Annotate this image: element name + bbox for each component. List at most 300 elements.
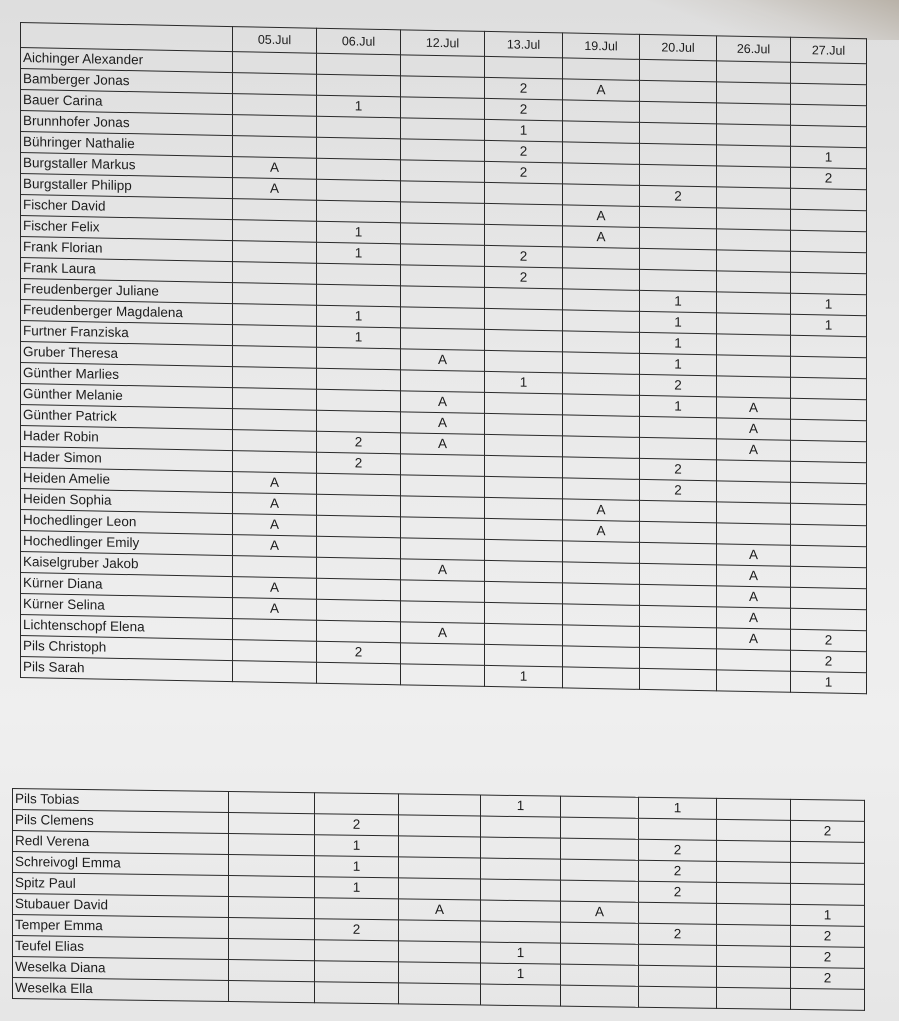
person-name: Heiden Sophia [21, 489, 233, 514]
schedule-cell [481, 921, 561, 943]
schedule-cell: 1 [640, 290, 717, 312]
schedule-cell [791, 841, 865, 863]
schedule-cell [640, 626, 717, 648]
schedule-cell [791, 988, 865, 1010]
person-name: Bühringer Nathalie [21, 132, 233, 157]
schedule-cell [791, 545, 867, 567]
schedule-cell [563, 142, 640, 164]
schedule-cell: A [401, 433, 485, 456]
schedule-cell [317, 620, 401, 643]
schedule-cell [317, 515, 401, 538]
schedule-cell [791, 62, 867, 84]
schedule-cell [317, 200, 401, 223]
schedule-cell [717, 966, 791, 988]
schedule-cell: A [717, 586, 791, 608]
schedule-cell: 1 [317, 326, 401, 349]
schedule-cell [399, 815, 481, 837]
schedule-cell [233, 304, 317, 327]
schedule-cell [485, 539, 563, 561]
date-header: 06.Jul [317, 28, 401, 55]
schedule-cell: 1 [640, 353, 717, 375]
schedule-cell [791, 566, 867, 588]
schedule-cell [717, 861, 791, 883]
schedule-cell: 2 [640, 479, 717, 501]
person-name: Heiden Amelie [21, 468, 233, 493]
person-name: Hochedlinger Emily [21, 531, 233, 556]
schedule-cell [399, 920, 481, 942]
schedule-cell: 1 [317, 221, 401, 244]
schedule-cell: 2 [640, 374, 717, 396]
schedule-cell [717, 502, 791, 524]
person-name: Frank Laura [21, 258, 233, 283]
schedule-cell [791, 125, 867, 147]
schedule-cell [640, 143, 717, 165]
schedule-cell [791, 440, 867, 462]
schedule-cell [717, 187, 791, 209]
schedule-cell [717, 798, 791, 820]
schedule-cell [485, 623, 563, 645]
person-name: Stubauer David [13, 894, 229, 918]
schedule-cell [233, 262, 317, 285]
schedule-cell: 2 [317, 452, 401, 475]
schedule-cell [401, 328, 485, 351]
person-name: Kürner Diana [21, 573, 233, 598]
schedule-cell [317, 557, 401, 580]
schedule-cell [401, 265, 485, 288]
schedule-cell [401, 202, 485, 225]
schedule-cell [563, 646, 640, 668]
person-name: Weselka Diana [13, 957, 229, 981]
schedule-cell [401, 370, 485, 393]
schedule-cell [401, 517, 485, 540]
schedule-cell [233, 52, 317, 75]
schedule-cell [791, 419, 867, 441]
schedule-cell [791, 503, 867, 525]
schedule-cell [791, 862, 865, 884]
schedule-cell [717, 208, 791, 230]
schedule-cell [229, 855, 315, 877]
schedule-cell [401, 223, 485, 246]
schedule-cell: 2 [315, 814, 399, 836]
schedule-cell [563, 478, 640, 500]
schedule-cell [717, 61, 791, 83]
schedule-cell: A [401, 412, 485, 435]
schedule-cell [317, 74, 401, 97]
schedule-cell [717, 903, 791, 925]
schedule-cell [563, 247, 640, 269]
schedule-cell: A [233, 577, 317, 600]
schedule-cell [791, 524, 867, 546]
schedule-cell [717, 649, 791, 671]
schedule-cell [317, 347, 401, 370]
schedule-cell: A [233, 514, 317, 537]
schedule-cell [229, 792, 315, 814]
schedule-cell [485, 434, 563, 456]
person-name: Pils Clemens [13, 810, 229, 834]
schedule-cell [561, 880, 639, 902]
schedule-cell: A [233, 535, 317, 558]
schedule-cell: 2 [791, 820, 865, 842]
schedule-cell: 1 [317, 242, 401, 265]
schedule-cell [791, 461, 867, 483]
schedule-cell [561, 796, 639, 818]
schedule-cell [563, 583, 640, 605]
schedule-cell [640, 437, 717, 459]
schedule-cell [399, 878, 481, 900]
schedule-cell [640, 668, 717, 690]
schedule-cell [563, 184, 640, 206]
schedule-cell [639, 944, 717, 966]
schedule-cell [233, 367, 317, 390]
schedule-cell: 1 [485, 665, 563, 687]
schedule-cell [233, 73, 317, 96]
schedule-cell [229, 918, 315, 940]
schedule-cell: 2 [639, 860, 717, 882]
schedule-cell: 2 [485, 245, 563, 267]
schedule-cell: 2 [485, 77, 563, 99]
schedule-cell [485, 56, 563, 78]
schedule-cell [717, 882, 791, 904]
schedule-cell [639, 902, 717, 924]
schedule-cell [485, 329, 563, 351]
schedule-cell [563, 625, 640, 647]
schedule-cell [401, 601, 485, 624]
schedule-cell [399, 962, 481, 984]
schedule-cell [229, 939, 315, 961]
schedule-cell [561, 838, 639, 860]
schedule-cell [485, 224, 563, 246]
schedule-cell [315, 898, 399, 920]
schedule-cell [399, 836, 481, 858]
schedule-cell: 2 [485, 266, 563, 288]
schedule-cell [401, 454, 485, 477]
date-header: 12.Jul [401, 30, 485, 57]
schedule-cell [563, 436, 640, 458]
schedule-cell [401, 496, 485, 519]
schedule-cell [563, 310, 640, 332]
schedule-cell [791, 83, 867, 105]
schedule-cell [561, 859, 639, 881]
schedule-cell: A [563, 520, 640, 542]
schedule-cell [717, 460, 791, 482]
schedule-cell: 2 [791, 650, 867, 672]
person-name: Hader Simon [21, 447, 233, 472]
schedule-cell [563, 289, 640, 311]
schedule-cell: 2 [485, 161, 563, 183]
schedule-cell [317, 158, 401, 181]
schedule-cell [485, 455, 563, 477]
schedule-cell: 1 [315, 835, 399, 857]
schedule-cell [317, 284, 401, 307]
schedule-cell [640, 227, 717, 249]
person-name: Freudenberger Juliane [21, 279, 233, 304]
schedule-cell [229, 897, 315, 919]
schedule-cell [639, 818, 717, 840]
schedule-cell [640, 584, 717, 606]
schedule-cell [791, 335, 867, 357]
schedule-cell [640, 605, 717, 627]
schedule-cell: A [717, 565, 791, 587]
schedule-cell [481, 858, 561, 880]
schedule-cell: A [563, 79, 640, 101]
schedule-cell [791, 799, 865, 821]
schedule-cell [401, 538, 485, 561]
schedule-cell [315, 982, 399, 1004]
schedule-cell: 2 [640, 458, 717, 480]
schedule-cell [640, 206, 717, 228]
schedule-cell [563, 268, 640, 290]
schedule-cell [640, 563, 717, 585]
schedule-cell [481, 984, 561, 1006]
person-name: Günther Patrick [21, 405, 233, 430]
schedule-cell [485, 644, 563, 666]
schedule-cell [401, 307, 485, 330]
schedule-cell [315, 940, 399, 962]
person-name: Günther Marlies [21, 363, 233, 388]
schedule-cell [717, 292, 791, 314]
schedule-cell [563, 331, 640, 353]
schedule-cell: 1 [481, 963, 561, 985]
person-name: Pils Christoph [21, 636, 233, 661]
schedule-cell [317, 179, 401, 202]
schedule-cell [563, 541, 640, 563]
schedule-cell: 2 [791, 967, 865, 989]
schedule-cell [399, 794, 481, 816]
schedule-cell [317, 389, 401, 412]
schedule-cell [561, 922, 639, 944]
schedule-cell: 1 [315, 856, 399, 878]
person-name: Kaiselgruber Jakob [21, 552, 233, 577]
schedule-cell [640, 416, 717, 438]
schedule-cell [717, 166, 791, 188]
schedule-cell [485, 560, 563, 582]
schedule-cell [233, 115, 317, 138]
schedule-cell [640, 647, 717, 669]
person-name: Bauer Carina [21, 90, 233, 115]
schedule-cell: 1 [791, 293, 867, 315]
schedule-table-bottom [12, 788, 865, 1011]
schedule-cell: 1 [791, 671, 867, 693]
schedule-cell [317, 536, 401, 559]
schedule-cell [481, 816, 561, 838]
schedule-cell: A [233, 178, 317, 201]
schedule-cell [717, 376, 791, 398]
schedule-cell [717, 145, 791, 167]
schedule-cell [640, 101, 717, 123]
schedule-cell [229, 834, 315, 856]
schedule-cell [717, 334, 791, 356]
schedule-cell [791, 356, 867, 378]
schedule-cell: A [563, 499, 640, 521]
schedule-cell [317, 116, 401, 139]
schedule-cell [791, 230, 867, 252]
schedule-cell: 2 [791, 925, 865, 947]
schedule-cell: 1 [481, 795, 561, 817]
schedule-cell [563, 562, 640, 584]
schedule-cell [640, 500, 717, 522]
schedule-cell [233, 325, 317, 348]
schedule-cell: 2 [317, 641, 401, 664]
schedule-cell [481, 900, 561, 922]
schedule-cell [317, 494, 401, 517]
schedule-cell [233, 640, 317, 663]
schedule-cell [563, 394, 640, 416]
schedule-cell [233, 430, 317, 453]
schedule-cell [639, 986, 717, 1008]
person-name: Temper Emma [13, 915, 229, 939]
schedule-cell: 1 [791, 146, 867, 168]
schedule-cell [640, 122, 717, 144]
schedule-cell [485, 497, 563, 519]
schedule-cell [640, 521, 717, 543]
schedule-cell [317, 410, 401, 433]
schedule-cell: A [233, 598, 317, 621]
schedule-cell [401, 139, 485, 162]
schedule-cell [717, 523, 791, 545]
schedule-cell [317, 473, 401, 496]
schedule-cell [317, 578, 401, 601]
person-name: Günther Melanie [21, 384, 233, 409]
schedule-cell: 2 [639, 923, 717, 945]
person-name: Weselka Ella [13, 978, 229, 1002]
schedule-cell [791, 608, 867, 630]
schedule-cell [315, 961, 399, 983]
schedule-cell [401, 76, 485, 99]
schedule-cell: 2 [791, 629, 867, 651]
schedule-cell [717, 987, 791, 1009]
schedule-cell: 1 [317, 305, 401, 328]
schedule-cell: 1 [639, 797, 717, 819]
schedule-cell [317, 137, 401, 160]
schedule-cell: 1 [315, 877, 399, 899]
schedule-cell [485, 287, 563, 309]
schedule-cell [717, 945, 791, 967]
schedule-cell [233, 619, 317, 642]
schedule-cell [563, 58, 640, 80]
person-name: Lichtenschopf Elena [21, 615, 233, 640]
schedule-cell [485, 518, 563, 540]
schedule-cell [791, 587, 867, 609]
schedule-cell [481, 837, 561, 859]
schedule-cell [717, 355, 791, 377]
schedule-cell [233, 409, 317, 432]
schedule-cell [317, 662, 401, 685]
person-name: Frank Florian [21, 237, 233, 262]
schedule-table-top [20, 22, 867, 694]
schedule-cell [401, 475, 485, 498]
schedule-cell [401, 97, 485, 120]
schedule-cell [233, 241, 317, 264]
schedule-cell [233, 388, 317, 411]
schedule-cell [791, 883, 865, 905]
schedule-cell [317, 53, 401, 76]
schedule-cell: A [717, 439, 791, 461]
schedule-cell [639, 965, 717, 987]
person-name: Fischer David [21, 195, 233, 220]
schedule-cell [563, 373, 640, 395]
schedule-cell [561, 964, 639, 986]
schedule-cell: 1 [640, 395, 717, 417]
schedule-cell [717, 840, 791, 862]
schedule-cell [399, 983, 481, 1005]
date-header: 27.Jul [791, 37, 867, 63]
person-name: Redl Verena [13, 831, 229, 855]
schedule-cell [315, 793, 399, 815]
person-name: Burgstaller Philipp [21, 174, 233, 199]
schedule-cell [561, 985, 639, 1007]
schedule-cell: A [717, 544, 791, 566]
date-header: 20.Jul [640, 34, 717, 60]
schedule-cell [563, 667, 640, 689]
schedule-cell: 2 [485, 98, 563, 120]
schedule-cell: 1 [640, 332, 717, 354]
schedule-cell [485, 308, 563, 330]
schedule-cell [229, 876, 315, 898]
schedule-cell [640, 59, 717, 81]
schedule-cell: 1 [485, 371, 563, 393]
schedule-cell: A [563, 226, 640, 248]
schedule-cell: 1 [791, 314, 867, 336]
schedule-cell [563, 163, 640, 185]
schedule-cell [233, 136, 317, 159]
schedule-cell: A [399, 899, 481, 921]
schedule-cell: 2 [639, 839, 717, 861]
person-name: Freudenberger Magdalena [21, 300, 233, 325]
schedule-cell [791, 398, 867, 420]
schedule-cell [233, 451, 317, 474]
schedule-cell [791, 209, 867, 231]
schedule-cell [401, 643, 485, 666]
schedule-cell [791, 251, 867, 273]
schedule-cell [229, 960, 315, 982]
person-name: Fischer Felix [21, 216, 233, 241]
date-header: 05.Jul [233, 27, 317, 54]
schedule-cell: A [401, 559, 485, 582]
schedule-cell [485, 602, 563, 624]
schedule-cell [485, 413, 563, 435]
schedule-cell: A [233, 472, 317, 495]
schedule-cell [563, 457, 640, 479]
schedule-cell [717, 481, 791, 503]
person-name: Spitz Paul [13, 873, 229, 897]
schedule-cell [717, 82, 791, 104]
schedule-cell [401, 580, 485, 603]
schedule-cell [401, 244, 485, 267]
schedule-cell [563, 352, 640, 374]
schedule-cell: 1 [485, 119, 563, 141]
schedule-cell: A [561, 901, 639, 923]
schedule-cell [485, 581, 563, 603]
schedule-cell [717, 250, 791, 272]
schedule-cell [640, 542, 717, 564]
schedule-cell [640, 269, 717, 291]
person-name: Schreivogl Emma [13, 852, 229, 876]
person-name: Brunnhofer Jonas [21, 111, 233, 136]
person-name: Gruber Theresa [21, 342, 233, 367]
schedule-cell: 2 [317, 431, 401, 454]
schedule-cell [791, 482, 867, 504]
schedule-cell: A [717, 397, 791, 419]
schedule-cell [399, 857, 481, 879]
schedule-cell [229, 813, 315, 835]
schedule-cell: 2 [791, 946, 865, 968]
schedule-cell [229, 981, 315, 1003]
schedule-cell [561, 817, 639, 839]
schedule-cell [563, 604, 640, 626]
schedule-cell [233, 199, 317, 222]
schedule-cell [791, 188, 867, 210]
schedule-cell [233, 283, 317, 306]
